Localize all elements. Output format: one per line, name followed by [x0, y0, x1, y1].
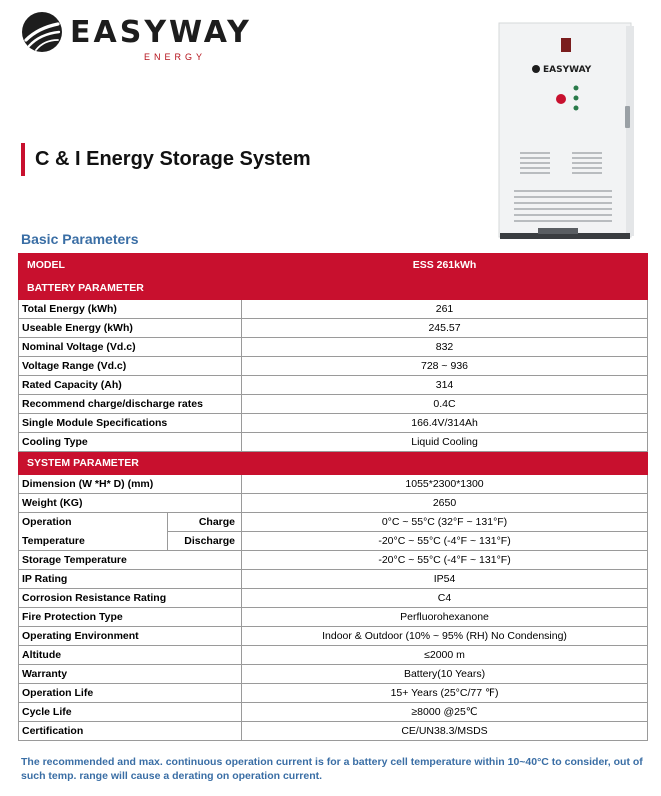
param-label: Operation Life — [19, 684, 242, 703]
section-heading: Basic Parameters — [21, 231, 139, 247]
param-label: Corrosion Resistance Rating — [19, 589, 242, 608]
param-value: 2650 — [242, 494, 648, 513]
param-value: 728 ~ 936 — [242, 357, 648, 376]
table-row — [19, 494, 648, 513]
param-label: Single Module Specifications — [19, 414, 242, 433]
table-row — [19, 665, 648, 684]
storage-cabinet-image — [498, 22, 636, 244]
table-row — [19, 357, 648, 376]
table-row — [19, 608, 648, 627]
param-value: ≤2000 m — [242, 646, 648, 665]
param-label: Storage Temperature — [19, 551, 242, 570]
param-label: IP Rating — [19, 570, 242, 589]
model-value: ESS 261kWh — [242, 254, 648, 277]
table-row — [19, 703, 648, 722]
param-value: Battery(10 Years) — [242, 665, 648, 684]
table-row — [19, 300, 648, 319]
table-row — [19, 570, 648, 589]
table-row — [19, 414, 648, 433]
title-accent-bar — [21, 143, 25, 176]
op-temp-label-line1: Operation — [19, 513, 168, 532]
table-row — [19, 376, 648, 395]
param-label: Voltage Range (Vd.c) — [19, 357, 242, 376]
param-value: 245.57 — [242, 319, 648, 338]
system-section-header: SYSTEM PARAMETER — [19, 452, 648, 475]
table-row — [19, 319, 648, 338]
model-label: MODEL — [19, 254, 242, 277]
param-label: Weight (KG) — [19, 494, 242, 513]
charge-label: Charge — [168, 513, 242, 532]
easyway-logo-icon — [20, 10, 64, 54]
table-row — [19, 646, 648, 665]
table-row — [19, 551, 648, 570]
table-row — [19, 395, 648, 414]
param-value: IP54 — [242, 570, 648, 589]
page-title: C & I Energy Storage System — [35, 148, 311, 170]
param-label: Fire Protection Type — [19, 608, 242, 627]
param-label: Dimension (W *H* D) (mm) — [19, 475, 242, 494]
param-value: 261 — [242, 300, 648, 319]
table-row — [19, 589, 648, 608]
table-row — [19, 532, 648, 551]
table-row — [19, 433, 648, 452]
brand-name: EASYWAY — [70, 15, 252, 50]
param-value: Indoor & Outdoor (10% ~ 95% (RH) No Condensing) — [242, 627, 648, 646]
param-label: Altitude — [19, 646, 242, 665]
param-value: 1055*2300*1300 — [242, 475, 648, 494]
discharge-label: Discharge — [168, 532, 242, 551]
footnote: The recommended and max. continuous operation current is for a battery cell temperature within 10~40°C to consider, out of such temp. range will cause a derating on operation current. — [21, 756, 643, 782]
param-value: CE/UN38.3/MSDS — [242, 722, 648, 741]
model-row — [19, 254, 648, 277]
table-row — [19, 722, 648, 741]
param-value: C4 — [242, 589, 648, 608]
table-row — [19, 627, 648, 646]
param-label: Warranty — [19, 665, 242, 684]
battery-section-header: BATTERY PARAMETER — [19, 277, 648, 300]
table-row — [19, 338, 648, 357]
param-value: 0.4C — [242, 395, 648, 414]
spec-table — [18, 253, 648, 741]
param-label: Total Energy (kWh) — [19, 300, 242, 319]
param-label: Nominal Voltage (Vd.c) — [19, 338, 242, 357]
battery-section-row — [19, 277, 648, 300]
cabinet-brand-text: EASYWAY — [543, 65, 592, 75]
discharge-value: -20°C ~ 55°C (-4°F ~ 131°F) — [242, 532, 648, 551]
param-label: Operating Environment — [19, 627, 242, 646]
param-label: Cycle Life — [19, 703, 242, 722]
table-row — [19, 475, 648, 494]
param-value: 314 — [242, 376, 648, 395]
param-value: ≥8000 @25℃ — [242, 703, 648, 722]
brand-logo — [20, 10, 260, 65]
param-value: 166.4V/314Ah — [242, 414, 648, 433]
param-value: -20°C ~ 55°C (-4°F ~ 131°F) — [242, 551, 648, 570]
param-label: Useable Energy (kWh) — [19, 319, 242, 338]
param-value: Perfluorohexanone — [242, 608, 648, 627]
param-label: Certification — [19, 722, 242, 741]
system-section-row — [19, 452, 648, 475]
param-label: Cooling Type — [19, 433, 242, 452]
param-label: Rated Capacity (Ah) — [19, 376, 242, 395]
param-value: Liquid Cooling — [242, 433, 648, 452]
charge-value: 0°C ~ 55°C (32°F ~ 131°F) — [242, 513, 648, 532]
op-temp-label-line2: Temperature — [19, 532, 168, 551]
table-row — [19, 684, 648, 703]
param-value: 15+ Years (25°C/77 ℉) — [242, 684, 648, 703]
brand-subtitle: ENERGY — [144, 52, 207, 62]
param-value: 832 — [242, 338, 648, 357]
table-row — [19, 513, 648, 532]
param-label: Recommend charge/discharge rates — [19, 395, 242, 414]
